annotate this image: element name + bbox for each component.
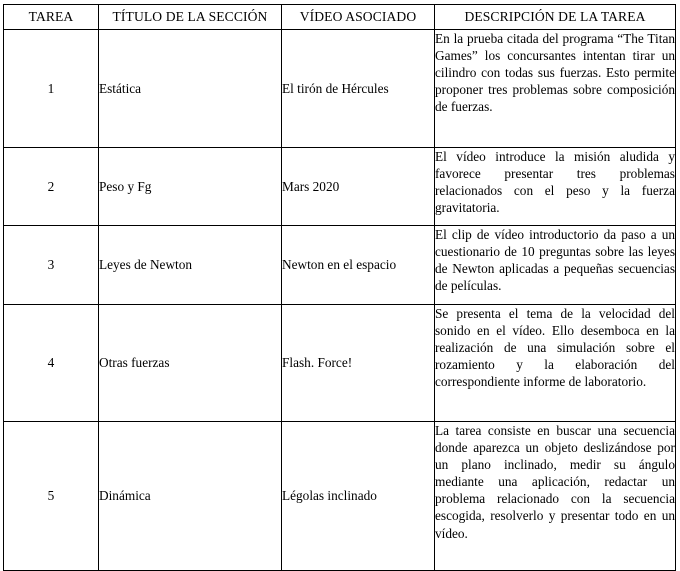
cell-descripcion: La tarea consiste en buscar una secuencia donde aparezca un objeto deslizándose por un plano inclinado, medir su ángulo mediante una aplicación, redactar un problema relacionado con la secuencia escogida, resolverlo y presentar todo en un vídeo. (435, 422, 676, 571)
cell-titulo: Peso y Fg (99, 148, 282, 226)
cell-tarea: 1 (4, 30, 99, 148)
cell-tarea: 3 (4, 226, 99, 305)
cell-descripcion: En la prueba citada del programa “The Titan Games” los concursantes intentan tirar un cilindro con todas sus fuerzas. Esto permite proponer tres problemas sobre composición de fuerzas. (435, 30, 676, 148)
cell-descripcion: El clip de vídeo introductorio da paso a un cuestionario de 10 preguntas sobre las leyes de Newton aplicadas a pequeñas secuencias de películas. (435, 226, 676, 305)
cell-descripcion: Se presenta el tema de la velocidad del sonido en el vídeo. Ello desemboca en la realización de una simulación sobre el rozamiento y la elaboración del correspondiente informe de laboratorio. (435, 305, 676, 422)
cell-titulo: Leyes de Newton (99, 226, 282, 305)
cell-video: Flash. Force! (282, 305, 435, 422)
table-header-row (4, 5, 676, 30)
table-row (4, 305, 676, 422)
header-descripcion: DESCRIPCIÓN DE LA TAREA (435, 5, 676, 30)
cell-video: Mars 2020 (282, 148, 435, 226)
header-video: VÍDEO ASOCIADO (282, 5, 435, 30)
cell-video: Légolas inclinado (282, 422, 435, 571)
table-row (4, 148, 676, 226)
cell-video: Newton en el espacio (282, 226, 435, 305)
cell-titulo: Estática (99, 30, 282, 148)
table-row (4, 226, 676, 305)
table-row (4, 30, 676, 148)
cell-titulo: Otras fuerzas (99, 305, 282, 422)
header-tarea: TAREA (4, 5, 99, 30)
cell-video: El tirón de Hércules (282, 30, 435, 148)
table-row (4, 422, 676, 571)
cell-descripcion: El vídeo introduce la misión aludida y favorece presentar tres problemas relacionados con el peso y la fuerza gravitatoria. (435, 148, 676, 226)
header-titulo: TÍTULO DE LA SECCIÓN (99, 5, 282, 30)
cell-tarea: 5 (4, 422, 99, 571)
cell-titulo: Dinámica (99, 422, 282, 571)
cell-tarea: 2 (4, 148, 99, 226)
cell-tarea: 4 (4, 305, 99, 422)
tasks-table (3, 4, 676, 571)
